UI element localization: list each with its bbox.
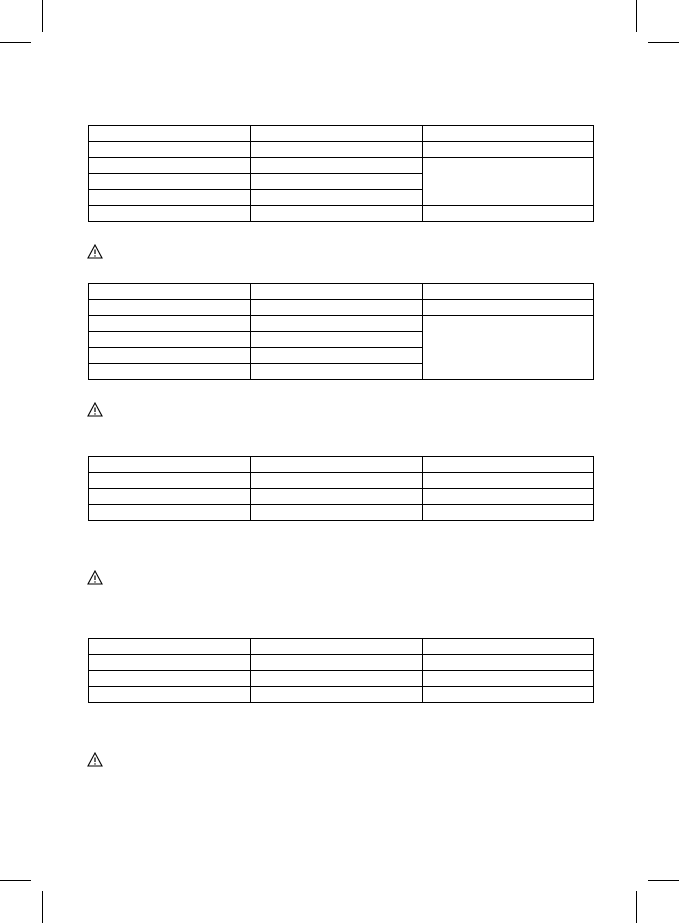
table-row (89, 126, 594, 142)
table-cell (251, 364, 423, 380)
table-row (89, 639, 594, 655)
table-cell (251, 300, 423, 316)
table-cell (423, 300, 594, 316)
table-cell (423, 505, 594, 521)
table-cell (423, 126, 594, 142)
table-row (89, 300, 594, 316)
table-cell (423, 457, 594, 473)
table-cell (89, 190, 251, 206)
table-cell-merged (423, 316, 594, 380)
table-cell (251, 206, 423, 222)
table-cell (89, 126, 251, 142)
table-row (89, 489, 594, 505)
table-cell (251, 284, 423, 300)
table-cell (251, 348, 423, 364)
table-row (89, 457, 594, 473)
spec-table-3 (88, 456, 594, 521)
table-cell (423, 473, 594, 489)
table-cell (89, 316, 251, 332)
table-cell (251, 671, 423, 687)
table-cell (89, 639, 251, 655)
warning-triangle-icon (87, 752, 103, 767)
crop-mark-bottom-left-horizontal (0, 880, 31, 881)
table-row (89, 505, 594, 521)
table-cell (89, 671, 251, 687)
table-cell (89, 158, 251, 174)
table-cell (89, 284, 251, 300)
table-cell (251, 190, 423, 206)
table-row (89, 655, 594, 671)
crop-mark-top-left-vertical (42, 0, 43, 32)
table-cell (251, 473, 423, 489)
table-cell (89, 473, 251, 489)
spec-table-1 (88, 125, 594, 222)
table-row (89, 671, 594, 687)
table-cell (251, 505, 423, 521)
table-cell (89, 505, 251, 521)
table-cell (251, 655, 423, 671)
table-cell (89, 206, 251, 222)
crop-mark-bottom-right-horizontal (648, 880, 679, 881)
table-cell (251, 332, 423, 348)
table-cell (423, 655, 594, 671)
spec-table-2 (88, 283, 594, 380)
table-cell (89, 332, 251, 348)
table-row (89, 142, 594, 158)
table-cell (251, 687, 423, 703)
table-cell (251, 457, 423, 473)
crop-mark-bottom-left-vertical (42, 891, 43, 923)
table-cell (89, 174, 251, 190)
table-cell (251, 639, 423, 655)
crop-mark-top-right-vertical (636, 0, 637, 32)
table-row (89, 316, 594, 332)
table-cell (89, 489, 251, 505)
table-row (89, 687, 594, 703)
table-cell (251, 174, 423, 190)
table-cell (251, 142, 423, 158)
table-cell (89, 687, 251, 703)
table-cell (251, 489, 423, 505)
table-row (89, 158, 594, 174)
warning-triangle-icon (87, 570, 103, 585)
table-cell (251, 126, 423, 142)
table-cell (89, 457, 251, 473)
table-cell (89, 655, 251, 671)
table-cell (89, 142, 251, 158)
table-cell (423, 671, 594, 687)
table-row (89, 206, 594, 222)
table-cell (89, 348, 251, 364)
warning-triangle-icon (87, 402, 103, 417)
table-cell (423, 489, 594, 505)
table-cell (89, 300, 251, 316)
table-cell (423, 284, 594, 300)
table-cell-merged (423, 158, 594, 206)
table-cell (423, 206, 594, 222)
table-cell (251, 158, 423, 174)
table-cell (251, 316, 423, 332)
table-cell (89, 364, 251, 380)
spec-table-4 (88, 638, 594, 703)
crop-mark-bottom-right-vertical (636, 891, 637, 923)
warning-triangle-icon (87, 244, 103, 259)
table-cell (423, 639, 594, 655)
crop-mark-top-left-horizontal (0, 42, 31, 43)
table-cell (423, 687, 594, 703)
crop-mark-top-right-horizontal (648, 42, 679, 43)
table-row (89, 473, 594, 489)
table-cell (423, 142, 594, 158)
table-row (89, 284, 594, 300)
